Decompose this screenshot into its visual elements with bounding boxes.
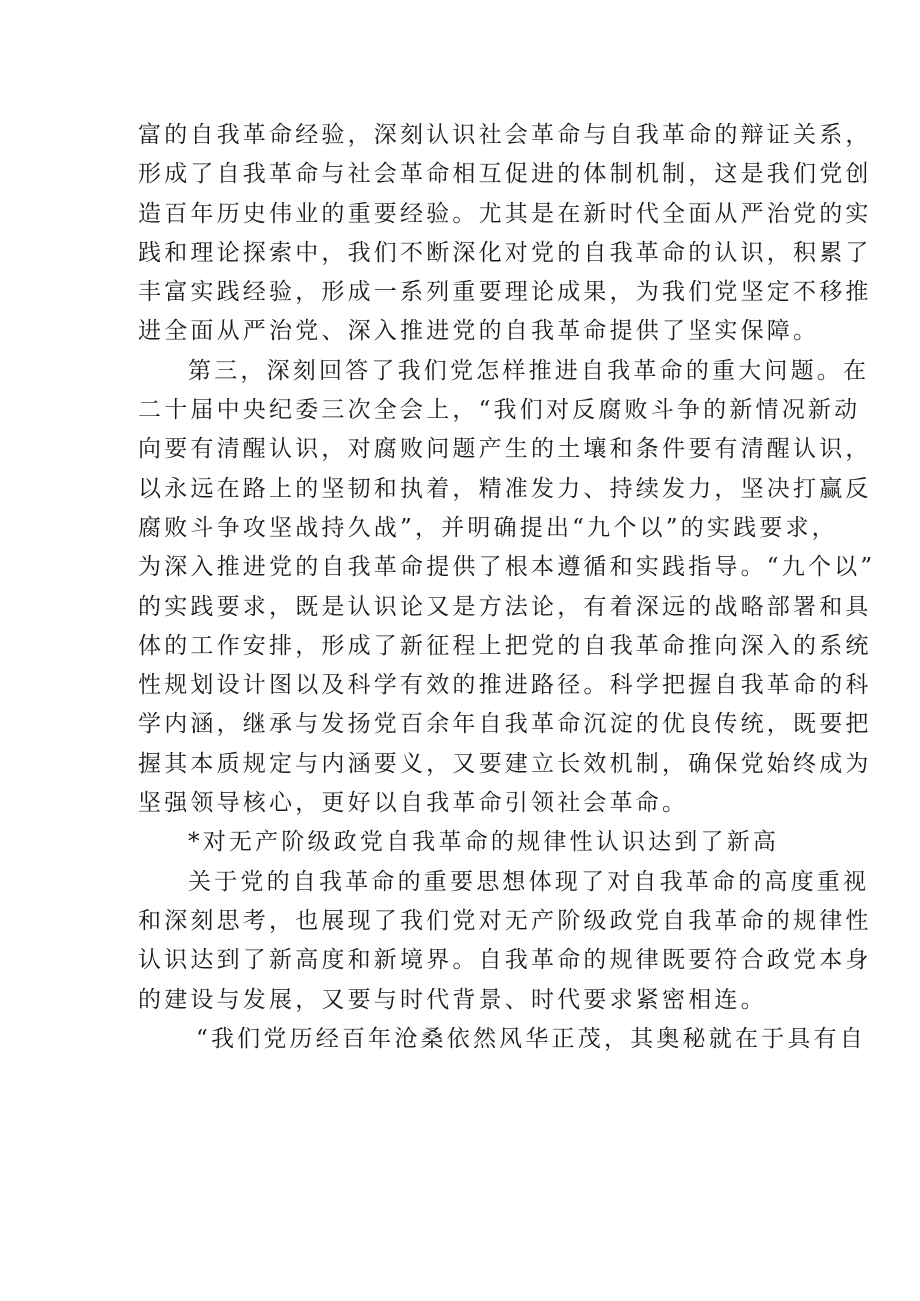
text-line: 体的工作安排，形成了新征程上把党的自我革命推向深入的系统 — [138, 632, 872, 659]
text-line: 造百年历史伟业的重要经验。尤其是在新时代全面从严治党的实 — [138, 200, 872, 227]
text-line: 的建设与发展，又要与时代背景、时代要求紧密相连。 — [138, 986, 767, 1013]
text-line: 腐败斗争攻坚战持久战”，并明确提出“九个以”的实践要求， — [138, 514, 838, 541]
text-line: 以永远在路上的坚韧和执着，精准发力、持续发力，坚决打赢反 — [138, 475, 872, 502]
paragraph-start-line: “我们党历经百年沧桑依然风华正茂，其奥秘就在于具有自 — [196, 1025, 866, 1052]
text-line: 和深刻思考，也展现了我们党对无产阶级政党自我革命的规律性 — [138, 907, 872, 934]
text-line: 性规划设计图以及科学有效的推进路径。科学把握自我革命的科 — [138, 672, 872, 699]
text-line: 二十届中央纪委三次全会上，“我们对反腐败斗争的新情况新动 — [138, 397, 861, 424]
section-heading: *对无产阶级政党自我革命的规律性认识达到了新高 — [188, 829, 780, 856]
text-line: 为深入推进党的自我革命提供了根本遵循和实践指导。“九个以” — [138, 554, 876, 581]
text-line: 学内涵，继承与发扬党百余年自我革命沉淀的优良传统，既要把 — [138, 711, 872, 738]
text-line: 形成了自我革命与社会革命相互促进的体制机制，这是我们党创 — [138, 161, 872, 188]
document-body — [138, 116, 876, 1059]
paragraph-start-line: 关于党的自我革命的重要思想体现了对自我革命的高度重视 — [188, 868, 870, 895]
text-line: 坚强领导核心，更好以自我革命引领社会革命。 — [138, 790, 689, 817]
text-line: 践和理论探索中，我们不断深化对党的自我革命的认识，积累了 — [138, 239, 872, 266]
text-line: 富的自我革命经验，深刻认识社会革命与自我革命的辩证关系， — [138, 122, 872, 148]
text-line: 认识达到了新高度和新境界。自我革命的规律既要符合政党本身 — [138, 947, 872, 974]
text-line: 的实践要求，既是认识论又是方法论，有着深远的战略部署和具 — [138, 593, 872, 620]
paragraph-start-line: 第三，深刻回答了我们党怎样推进自我革命的重大问题。在 — [188, 357, 870, 384]
text-line: 进全面从严治党、深入推进党的自我革命提供了坚实保障。 — [138, 318, 820, 345]
text-line: 握其本质规定与内涵要义，又要建立长效机制，确保党始终成为 — [138, 750, 872, 777]
text-line: 丰富实践经验，形成一系列重要理论成果，为我们党坚定不移推 — [138, 279, 872, 306]
text-line: 向要有清醒认识，对腐败问题产生的土壤和条件要有清醒认识， — [138, 436, 872, 463]
